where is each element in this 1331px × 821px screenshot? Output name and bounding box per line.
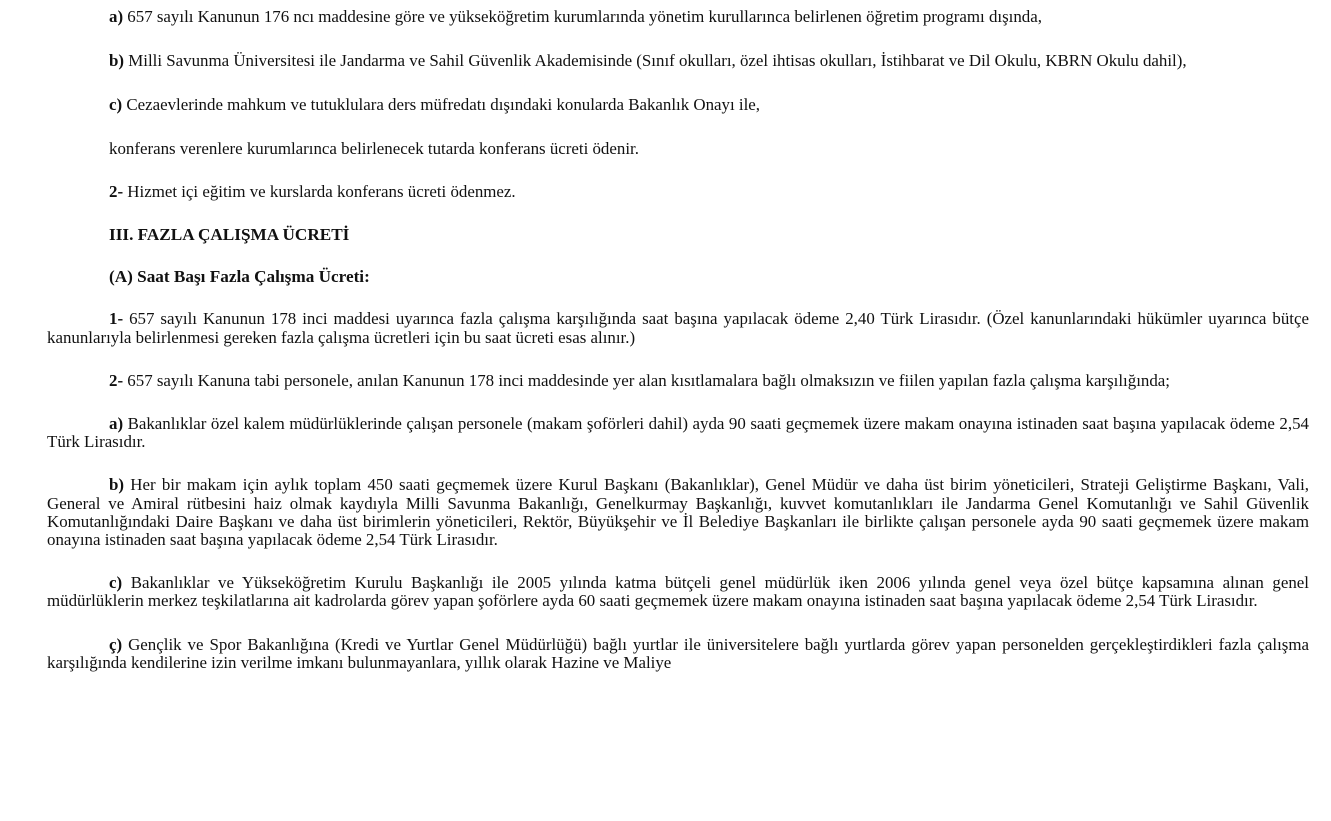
item-label: c) — [109, 95, 123, 115]
document-page — [47, 6, 1309, 672]
paragraph-text: Her bir makam için aylık toplam 450 saati geçmemek üzere Kurul Başkanı (Bakanlıklar), Genel Müdür ve daha üst birim yöneticileri, Strateji Geliştirme Başkanı, Vali, General ve Amiral rütbesini haiz olmak kaydıyla Milli Savunma Bakanlığı, Genelkurmay Başkanlığı, kuvvet komutanlıkları ile Jandarma Genel Komutanlığı ve Sahil Güvenlik Komutanlığındaki Daire Başkanı ve daha üst birimlerin yöneticileri, Rektör, Büyükşehir ve İl Belediye Başkanları ile birlikte çalışan personele ayda 90 saati geçmemek üzere makam onayına istinaden saat başına yapılacak ödeme 2,54 Türk Lirasıdır. — [47, 475, 1309, 550]
subsection-heading-hourly-overtime: (A) Saat Başı Fazla Çalışma Ücreti: — [109, 267, 370, 287]
paragraph-c-cedilla-dormitories — [47, 636, 1309, 672]
paragraph-text: Cezaevlerinde mahkum ve tutuklulara ders müfredatı dışındaki konularda Bakanlık Onayı ile, — [122, 95, 761, 115]
item-label: c) — [109, 573, 123, 593]
paragraph-b-defense-university — [47, 52, 1309, 70]
paragraph-c-prisons — [47, 96, 1309, 114]
item-label: 2- — [109, 370, 124, 390]
paragraph-text: Bakanlıklar özel kalem müdürlüklerinde çalışan personele (makam şoförleri dahil) ayda 90 saati geçmemek üzere makam onayına istinaden saat başına yapılacak ödeme 2,54 Türk Lirasıdır. — [47, 414, 1309, 452]
paragraph-2-personnel — [47, 372, 1309, 390]
paragraph-text: Milli Savunma Üniversitesi ile Jandarma ve Sahil Güvenlik Akademisinde (Sınıf okulları, özel ihtisas okulları, İstihbarat ve Dil Okulu, KBRN Okulu dahil), — [124, 51, 1187, 71]
item-label: a) — [109, 414, 124, 434]
paragraph-1-hourly-rate — [47, 310, 1309, 346]
paragraph-text: Hizmet içi eğitim ve kurslarda konferans ücreti ödenmez. — [123, 181, 516, 201]
item-label: 2- — [109, 181, 124, 201]
paragraph-text: 657 sayılı Kanunun 176 ncı maddesine göre ve yükseköğretim kurumlarında yönetim kurullarınca belirlenen öğretim programı dışında, — [123, 7, 1042, 26]
item-label: a) — [109, 7, 124, 26]
item-label: b) — [109, 51, 125, 71]
item-label: ç) — [109, 634, 123, 654]
paragraph-b-office-staff — [47, 476, 1309, 549]
item-label: 1- — [109, 309, 124, 329]
paragraph-2-in-service-training — [47, 183, 1309, 201]
paragraph-a-private-offices — [47, 415, 1309, 451]
item-label: b) — [109, 475, 125, 495]
paragraph-text: konferans verenlere kurumlarınca belirlenecek tutarda konferans ücreti ödenir. — [109, 138, 639, 158]
paragraph-text: Bakanlıklar ve Yükseköğretim Kurulu Başkanlığı ile 2005 yılında katma bütçeli genel müdürlük iken 2006 yılında genel veya özel bütçe kapsamına alınan genel müdürlüklerin merkez teşkilatlarına ait kadrolarda görev yapan şoförlere ayda 60 saati geçmemek üzere makam onayına istinaden saat başına yapılacak ödeme 2,54 Türk Lirasıdır. — [47, 573, 1309, 611]
paragraph-c-drivers — [47, 574, 1309, 610]
paragraph-text: Gençlik ve Spor Bakanlığına (Kredi ve Yurtlar Genel Müdürlüğü) bağlı yurtlar ile üniversitelere bağlı yurtlarda görev yapan personelden gerçekleştirdikleri fazla çalışma karşılığında kendilerine izin verilme imkanı bulunmayanlara, yıllık olarak Hazine ve Maliye — [47, 634, 1309, 672]
section-heading-overtime: III. FAZLA ÇALIŞMA ÜCRETİ — [109, 225, 350, 245]
paragraph-conference-fee — [47, 140, 1309, 158]
paragraph-a-lecture-programs — [47, 8, 1309, 26]
paragraph-text: 657 sayılı Kanuna tabi personele, anılan Kanunun 178 inci maddesinde yer alan kısıtlamalara bağlı olmaksızın ve fiilen yapılan fazla çalışma karşılığında; — [123, 370, 1170, 390]
paragraph-text: 657 sayılı Kanunun 178 inci maddesi uyarınca fazla çalışma karşılığında saat başına yapılacak ödeme 2,40 Türk Lirasıdır. (Özel kanunlarındaki hükümler uyarınca bütçe kanunlarıyla belirlenmesi gereken fazla çalışma ücretleri için bu saat ücreti esas alınır.) — [47, 309, 1309, 347]
